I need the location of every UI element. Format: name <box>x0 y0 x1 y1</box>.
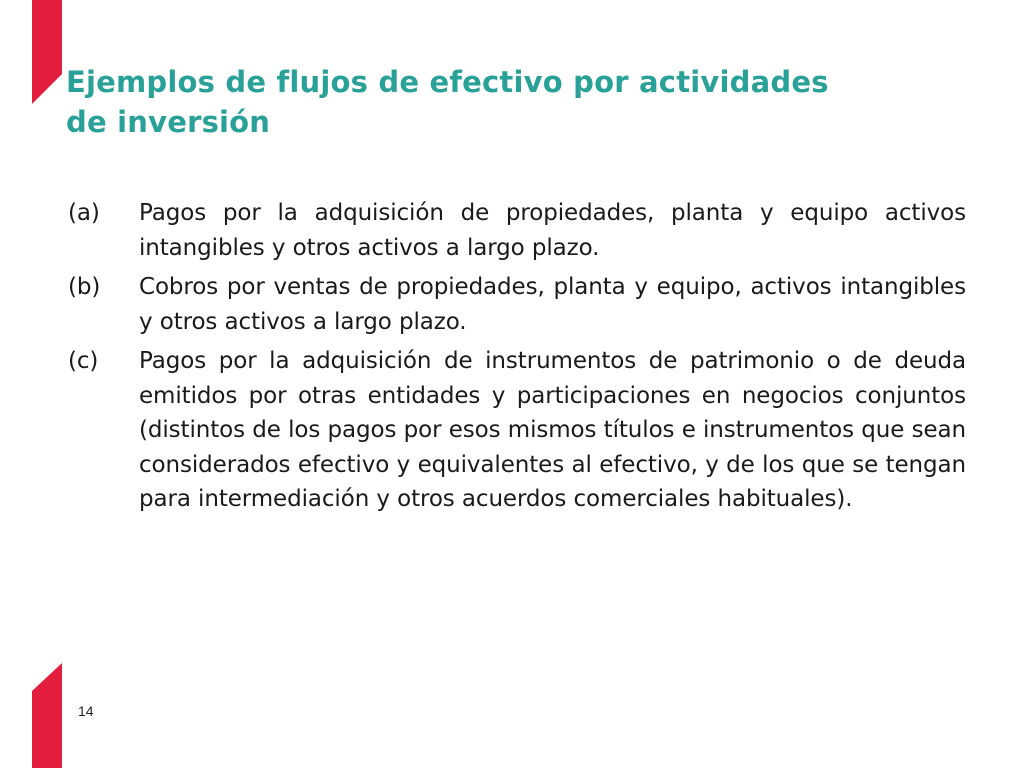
list-item-a <box>68 196 966 265</box>
slide-title-line-2: de inversión <box>66 105 271 139</box>
slide-title <box>66 62 966 142</box>
investment-activities-list <box>68 196 966 522</box>
slide-title-line-1: Ejemplos de flujos de efectivo por actividades <box>66 65 829 99</box>
page-number: 14 <box>78 703 94 719</box>
list-item-c-text: Pagos por la adquisición de instrumentos de patrimonio o de deuda emitidos por otras entidades y participaciones en negocios conjuntos (distintos de los pagos por esos mismos títulos e instrumentos que sean considerados efectivo y equivalentes al efectivo, y de los que se tengan para intermediación y otros acuerdos comerciales habituales). <box>139 348 966 512</box>
list-marker-c: (c) <box>68 348 99 374</box>
list-marker-a: (a) <box>68 200 100 226</box>
red-accent-shape <box>32 0 62 104</box>
list-item-c <box>68 344 966 517</box>
decorative-red-accent-bottom <box>32 663 62 768</box>
decorative-red-accent-top <box>32 0 62 104</box>
list-marker-b: (b) <box>68 274 101 300</box>
list-item-b <box>68 270 966 339</box>
list-item-a-text: Pagos por la adquisición de propiedades, planta y equipo activos intangibles y otros activos a largo plazo. <box>139 200 966 261</box>
red-accent-shape-bottom <box>32 663 62 768</box>
list-item-b-text: Cobros por ventas de propiedades, planta y equipo, activos intangibles y otros activos a largo plazo. <box>139 274 966 335</box>
